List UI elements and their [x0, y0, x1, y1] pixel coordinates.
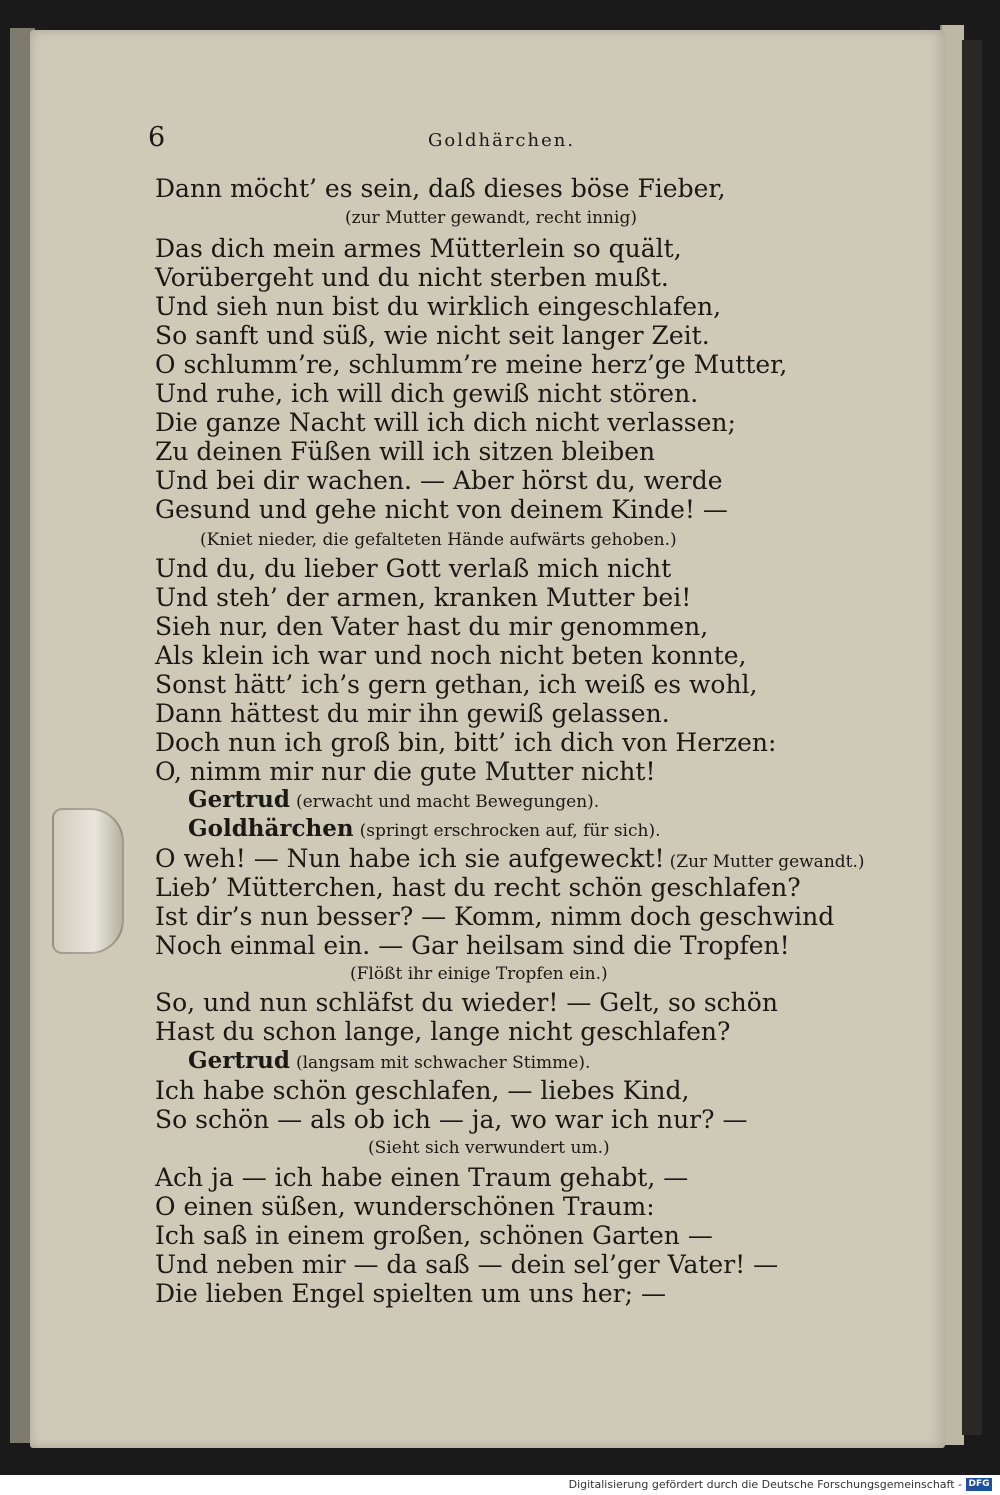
speaker-line: [188, 788, 599, 811]
verse-line: Dann hättest du mir ihn gewiß gelassen.: [155, 699, 670, 728]
verse-line: Sieh nur, den Vater hast du mir genommen,: [155, 612, 709, 641]
verse-line: Sonst hätt’ ich’s gern gethan, ich weiß es wohl,: [155, 670, 758, 699]
footer-bar: [0, 1475, 1000, 1495]
speaker-name: Gertrud: [188, 786, 290, 813]
verse-line: Und neben mir — da saß — dein sel’ger Vater! —: [155, 1250, 779, 1279]
verse-line: So schön — als ob ich — ja, wo war ich nur? —: [155, 1105, 748, 1134]
verse-line: So, und nun schläfst du wieder! — Gelt, so schön: [155, 988, 778, 1017]
stage-direction: (Zur Mutter gewandt.): [669, 852, 865, 872]
verse-line: Dann möcht’ es sein, daß dieses böse Fieber,: [155, 174, 726, 203]
verse-line: Und steh’ der armen, kranken Mutter bei!: [155, 583, 692, 612]
stage-direction: (Flößt ihr einige Tropfen ein.): [350, 964, 608, 984]
stage-direction: (langsam mit schwacher Stimme).: [295, 1053, 591, 1073]
verse-line: Hast du schon lange, lange nicht geschlafen?: [155, 1017, 731, 1046]
verse-line: O, nimm mir nur die gute Mutter nicht!: [155, 757, 656, 786]
book-spine-shadow: [962, 40, 982, 1435]
verse-line: Und sieh nun bist du wirklich eingeschlafen,: [155, 292, 722, 321]
verse-line: Ist dir’s nun besser? — Komm, nimm doch geschwind: [155, 902, 835, 931]
speaker-line: [188, 817, 661, 840]
stage-direction: (erwacht und macht Bewegungen).: [295, 792, 600, 812]
verse-line: Gesund und gehe nicht von deinem Kinde! —: [155, 495, 728, 524]
verse-line: Lieb’ Mütterchen, hast du recht schön geschlafen?: [155, 873, 801, 902]
stage-direction: (zur Mutter gewandt, recht innig): [345, 208, 637, 228]
page-clip: [52, 808, 124, 954]
verse-line: Als klein ich war und noch nicht beten konnte,: [155, 641, 747, 670]
verse-line: Doch nun ich groß bin, bitt’ ich dich von Herzen:: [155, 728, 777, 757]
verse-line: Ich saß in einem großen, schönen Garten —: [155, 1221, 713, 1250]
verse-line: Vorübergeht und du nicht sterben mußt.: [155, 263, 669, 292]
running-head: Goldhärchen.: [428, 130, 576, 151]
verse-line: Das dich mein armes Mütterlein so quält,: [155, 234, 682, 263]
verse-line: Ich habe schön geschlafen, — liebes Kind,: [155, 1076, 690, 1105]
speaker-name: Goldhärchen: [188, 815, 354, 842]
stage-direction: (Sieht sich verwundert um.): [368, 1138, 610, 1158]
page-number: 6: [148, 122, 166, 153]
verse-line: Noch einmal ein. — Gar heilsam sind die Tropfen!: [155, 931, 790, 960]
verse-line: O weh! — Nun habe ich sie aufgeweckt! (Zur Mutter gewandt.): [155, 844, 865, 873]
verse-line: Und bei dir wachen. — Aber hörst du, werde: [155, 466, 723, 495]
funding-credit: Digitalisierung gefördert durch die Deutsche Forschungsgemeinschaft -: [568, 1478, 962, 1491]
verse-line: O einen süßen, wunderschönen Traum:: [155, 1192, 655, 1221]
verse-line: Und ruhe, ich will dich gewiß nicht stören.: [155, 379, 699, 408]
stage-direction: (springt erschrocken auf, für sich).: [359, 821, 661, 841]
verse-line: Zu deinen Füßen will ich sitzen bleiben: [155, 437, 656, 466]
verse-line: Ach ja — ich habe einen Traum gehabt, —: [155, 1163, 689, 1192]
speaker-line: [188, 1049, 590, 1072]
verse-line: Die ganze Nacht will ich dich nicht verlassen;: [155, 408, 736, 437]
stage-direction: (Kniet nieder, die gefalteten Hände aufwärts gehoben.): [200, 530, 677, 550]
verse-line: So sanft und süß, wie nicht seit langer Zeit.: [155, 321, 710, 350]
verse-line: O schlumm’re, schlumm’re meine herz’ge Mutter,: [155, 350, 788, 379]
verse-line: Und du, du lieber Gott verlaß mich nicht: [155, 554, 672, 583]
dfg-logo-icon: DFG: [966, 1478, 992, 1491]
speaker-name: Gertrud: [188, 1047, 290, 1074]
verse-line: Die lieben Engel spielten um uns her; —: [155, 1279, 666, 1308]
